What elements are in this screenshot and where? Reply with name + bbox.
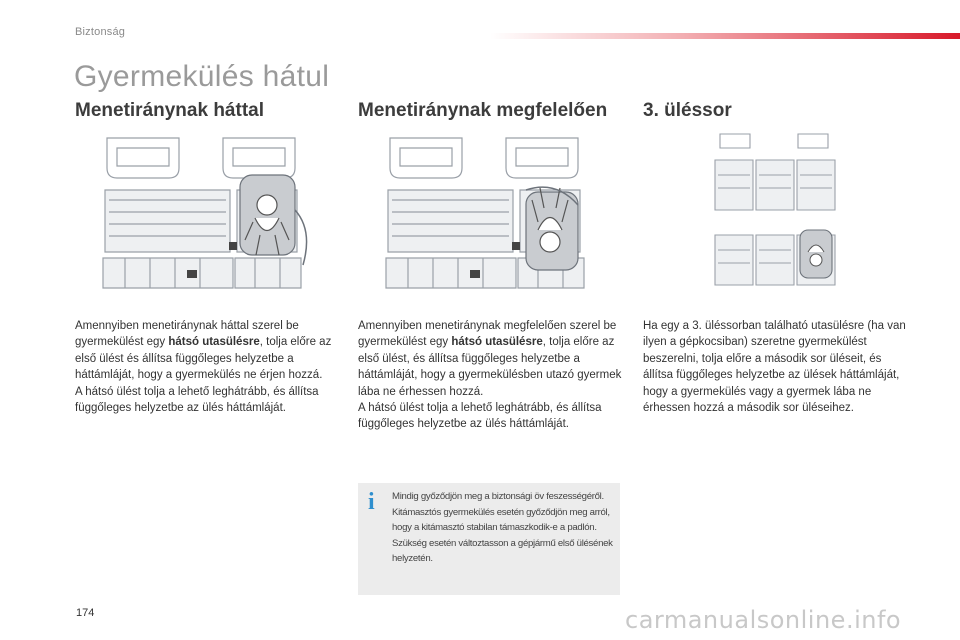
text-run: Amennyiben menetiránynak megfelelően szerel be gyermekülést egy	[358, 320, 617, 349]
watermark: carmanualsonline.info	[625, 606, 902, 634]
page-number: 174	[76, 607, 95, 619]
text-run: Ha egy a 3. üléssorban található utasülésre (ha van ilyen a gépkocsiban) szeretne gyermekülést beszerelni, tolja előre a második sor üléseit, és állítsa függőleges helyzetbe az ülések háttámláját, hogy a gyermekülés vagy a gyermek lába ne érhessen hozzá a második sor üléseihez.	[643, 320, 906, 415]
third-row-description	[643, 318, 913, 416]
forward-description	[358, 318, 623, 433]
heading-third-row: 3. üléssor	[643, 100, 732, 121]
text-run: , tolja előre az első ülést és állítsa függőleges helyzetbe a háttámláját, hogy a gyermekülés ne érjen hozzá.	[75, 336, 332, 382]
info-text	[392, 489, 614, 567]
rear-facing-seat-illustration	[95, 130, 320, 305]
info-line-belt: Mindig győződjön meg a biztonsági öv feszességéről.	[392, 491, 604, 502]
text-run: A hátsó ülést tolja a lehető leghátrább, és állítsa függőleges helyzetbe az ülés háttámláját.	[75, 385, 319, 415]
info-icon: i	[368, 489, 375, 515]
page-title: Gyermekülés hátul	[74, 60, 330, 93]
section-label: Biztonság	[75, 26, 126, 38]
heading-forward: Menetiránynak megfelelően	[358, 100, 608, 121]
bold-run: hátsó utasülésre	[451, 336, 543, 349]
text-run: , tolja előre az első ülést, és állítsa függőleges helyzetbe a háttámláját, hogy a gyermekülésben utazó gyermek lába ne érhessen hozzá.	[358, 336, 622, 398]
text-run: Amennyiben menetiránynak háttal szerel be gyermekülést egy	[75, 320, 299, 349]
forward-facing-seat-illustration	[378, 130, 603, 305]
info-line-support-leg: Kitámasztós gyermekülés esetén győződjön meg arról, hogy a kitámasztó stabilan támaszkodik-e a padlón. Szükség esetén változtasson a gépjármű első ülésének helyzetén.	[392, 506, 613, 564]
section-accent-bar	[490, 33, 960, 39]
info-box	[358, 483, 620, 595]
heading-rearward: Menetiránynak háttal	[75, 100, 264, 121]
text-run: A hátsó ülést tolja a lehető leghátrább, és állítsa függőleges helyzetbe az ülés háttámláját.	[358, 402, 602, 431]
bold-run: hátsó utasülésre	[168, 336, 260, 349]
rearward-description	[75, 318, 340, 416]
third-row-seat-illustration	[710, 130, 840, 305]
